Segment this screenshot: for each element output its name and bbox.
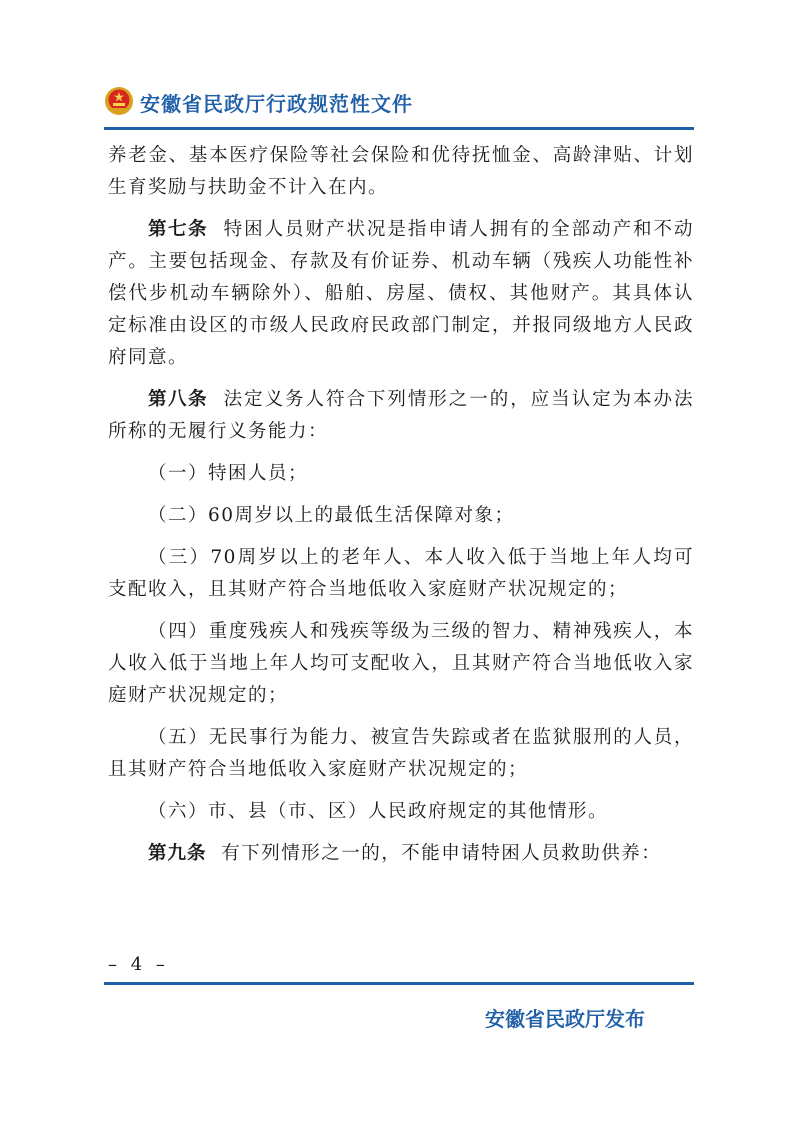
article-heading: 第九条 bbox=[148, 843, 207, 864]
footer-divider bbox=[104, 982, 694, 985]
footer-publisher: 安徽省民政厅发布 bbox=[485, 1007, 645, 1031]
article-heading: 第八条 bbox=[148, 389, 208, 410]
header-divider bbox=[104, 127, 694, 130]
list-item: （五）无民事行为能力、被宣告失踪或者在监狱服刑的人员，且其财产符合当地低收入家庭财产状况规定的； bbox=[108, 727, 694, 780]
document-body bbox=[108, 140, 694, 880]
article-9: 第九条 有下列情形之一的，不能申请特困人员救助供养： bbox=[148, 843, 662, 864]
list-item: （四）重度残疾人和残疾等级为三级的智力、精神残疾人，本人收入低于当地上年人均可支配收入，且其财产符合当地低收入家庭财产状况规定的； bbox=[108, 621, 694, 706]
header-title: 安徽省民政厅行政规范性文件 bbox=[140, 92, 413, 116]
article-heading: 第七条 bbox=[148, 219, 208, 240]
list-item: （三）70周岁以上的老年人、本人收入低于当地上年人均可支配收入，且其财产符合当地低收入家庭财产状况规定的； bbox=[108, 547, 694, 600]
paragraph: 养老金、基本医疗保险等社会保险和优待抚恤金、高龄津贴、计划生育奖励与扶助金不计入在内。 bbox=[108, 145, 694, 198]
list-item: （二）60周岁以上的最低生活保障对象； bbox=[148, 505, 515, 526]
national-emblem-icon bbox=[104, 86, 134, 116]
list-item: （六）市、县（市、区）人民政府规定的其他情形。 bbox=[148, 801, 609, 822]
article-7: 第七条 特困人员财产状况是指申请人拥有的全部动产和不动产。主要包括现金、存款及有价证券、机动车辆（残疾人功能性补偿代步机动车辆除外）、船舶、房屋、债权、其他财产。其具体认定标准由设区的市级人民政府民政部门制定，并报同级地方人民政府同意。 bbox=[108, 219, 694, 368]
list-item: （一）特困人员； bbox=[148, 463, 309, 484]
page-number: – 4 – bbox=[108, 954, 169, 975]
document-header bbox=[104, 84, 694, 124]
article-8: 第八条 法定义务人符合下列情形之一的，应当认定为本办法所称的无履行义务能力： bbox=[108, 389, 694, 442]
